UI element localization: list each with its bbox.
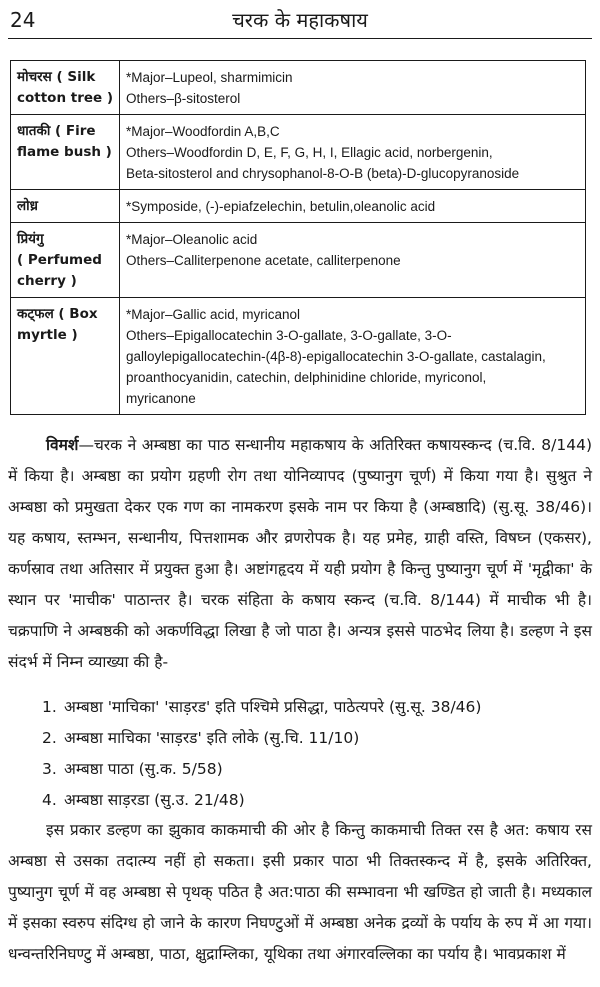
running-title: चरक के महाकषाय bbox=[232, 8, 368, 32]
plant-name-cell bbox=[11, 190, 120, 223]
constituent-line: Others–Woodfordin D, E, F, G, H, I, Ellagic acid, norbergenin, bbox=[126, 145, 493, 160]
conclusion-text: इस प्रकार डल्हण का झुकाव काकमाची की ओर है किन्तु काकमाची तिक्त रस है अत: कषाय रस अम्बष्ठा से उसका तदात्म्य नहीं हो सकता। इसी प्रकार पाठा भी तिक्तस्कन्द में है, इसके अतिरिक्त, पुष्यानुग चूर्ण में वह अम्बष्ठा से पृथक् पठित है अत:पाठा की सम्भावना भी खण्डित हो जाती है। मध्यकाल में इसका स्वरुप संदिग्ध हो जाने के कारण निघण्टुओं में अम्बष्ठा अनेक द्रव्यों के पर्याय के रुप में आ गया। धन्वन्तरिनिघण्टु में अम्बष्ठा, पाठा, क्षुद्राम्लिका, यूथिका तथा अंगारवल्लिका का पर्याय है। भावप्रकाश में bbox=[8, 821, 592, 963]
plant-name-line: myrtle ) bbox=[17, 327, 78, 343]
constituent-line: *Major–Lupeol, sharmimicin bbox=[126, 70, 293, 85]
constituents-cell bbox=[120, 190, 586, 223]
constituents-cell bbox=[120, 298, 586, 415]
table-row bbox=[11, 115, 586, 190]
constituent-line: galloylepigallocatechin-(4β-8)-epigallocatechin 3-O-gallate, castalagin, bbox=[126, 349, 546, 364]
plant-name-line: मोचरस ( Silk bbox=[17, 69, 96, 85]
constituent-line: Others–Calliterpenone acetate, calliterpenone bbox=[126, 253, 401, 268]
constituent-line: proanthocyanidin, catechin, delphinidine chloride, myriconol, bbox=[126, 370, 487, 385]
plant-name-line: ( Perfumed bbox=[17, 252, 102, 268]
discussion-text: —चरक ने अम्बष्ठा का पाठ सन्धानीय महाकषाय के अतिरिक्त कषायस्कन्द (च.वि. 8/144) में किया है। अम्बष्ठा का प्रयोग ग्रहणी रोग तथा योनिव्यापद (पुष्यानुग चूर्ण) में किया गया है। सुश्रुत ने अम्बष्ठा को प्रमुखता देकर एक गण का नामकरण इसके नाम पर किया है (अम्बष्ठादि) (सु.सू. 38/46)। यह कषाय, स्तम्भन, सन्धानीय, पित्तशामक और व्रणरोपक है। यह प्रमेह, ग्राही वस्ति, विषघ्न (एकसर), कर्णस्राव तथा अतिसार में प्रयुक्त हुआ है। अष्टांगहृदय में यही प्रयोग है किन्तु पुष्यानुग चूर्ण में 'मृद्वीका' के स्थान पर 'माचीक' पाठान्तर है। चरक संहिता के कषाय स्कन्द (च.वि. 8/144) में माचीक भी है। चक्रपाणि ने अम्बष्ठकी को अकर्णविद्धा लिखा है जो पाठा है। अन्यत्र इससे पाठभेद लिया है। डल्हण ने इस संदर्भ में निम्न व्याख्या की है- bbox=[8, 436, 592, 671]
page-number: 24 bbox=[10, 8, 36, 32]
list-item-number: 4. bbox=[42, 791, 57, 809]
constituent-line: Others–β-sitosterol bbox=[126, 91, 241, 106]
plant-name-cell bbox=[11, 61, 120, 115]
table-row bbox=[11, 61, 586, 115]
list-item bbox=[42, 754, 582, 785]
plant-name-line: धातकी ( Fire bbox=[17, 123, 96, 139]
constituents-cell bbox=[120, 61, 586, 115]
citation-list bbox=[42, 692, 582, 816]
list-item bbox=[42, 692, 582, 723]
constituent-line: *Symposide, (-)-epiafzelechin, betulin,oleanolic acid bbox=[126, 199, 436, 214]
list-item-number: 1. bbox=[42, 698, 57, 716]
list-item-text: अम्बष्ठा 'माचिका' 'साड़रड' इति पश्चिमे प्रसिद्धा, पाठेत्यपरे (सु.सू. 38/46) bbox=[64, 698, 482, 716]
header-rule bbox=[8, 38, 592, 39]
plant-name-cell bbox=[11, 115, 120, 190]
plant-name-line: cotton tree ) bbox=[17, 90, 114, 106]
list-item-text: अम्बष्ठा पाठा (सु.क. 5/58) bbox=[64, 760, 223, 778]
discussion-heading: विमर्श bbox=[46, 436, 79, 454]
constituents-table bbox=[10, 60, 586, 415]
discussion-paragraph bbox=[8, 430, 592, 678]
constituent-line: *Major–Oleanolic acid bbox=[126, 232, 258, 247]
constituent-line: Others–Epigallocatechin 3-O-gallate, 3-O-gallate, 3-O- bbox=[126, 328, 452, 343]
list-item bbox=[42, 723, 582, 754]
plant-name-line: लोध्र bbox=[17, 198, 38, 214]
constituent-line: myricanone bbox=[126, 391, 196, 406]
plant-name-line: flame bush ) bbox=[17, 144, 112, 160]
plant-name-line: प्रियंगु bbox=[17, 231, 44, 247]
list-item-text: अम्बष्ठा माचिका 'साड़रड' इति लोके (सु.चि. 11/10) bbox=[64, 729, 360, 747]
constituents-cell bbox=[120, 115, 586, 190]
constituent-line: Beta-sitosterol and chrysophanol-8-O-B (beta)-D-glucopyranoside bbox=[126, 166, 520, 181]
list-item-text: अम्बष्ठा साड़रडा (सु.उ. 21/48) bbox=[64, 791, 245, 809]
table-row bbox=[11, 298, 586, 415]
constituent-line: *Major–Gallic acid, myricanol bbox=[126, 307, 301, 322]
plant-name-cell bbox=[11, 298, 120, 415]
plant-name-cell bbox=[11, 223, 120, 298]
table-row bbox=[11, 190, 586, 223]
table-row bbox=[11, 223, 586, 298]
list-item-number: 2. bbox=[42, 729, 57, 747]
page-header bbox=[0, 0, 600, 40]
plant-name-line: cherry ) bbox=[17, 273, 77, 289]
constituents-cell bbox=[120, 223, 586, 298]
list-item-number: 3. bbox=[42, 760, 57, 778]
conclusion-paragraph bbox=[8, 815, 592, 970]
plant-name-line: कट्फल ( Box bbox=[17, 306, 98, 322]
list-item bbox=[42, 785, 582, 816]
constituent-line: *Major–Woodfordin A,B,C bbox=[126, 124, 280, 139]
